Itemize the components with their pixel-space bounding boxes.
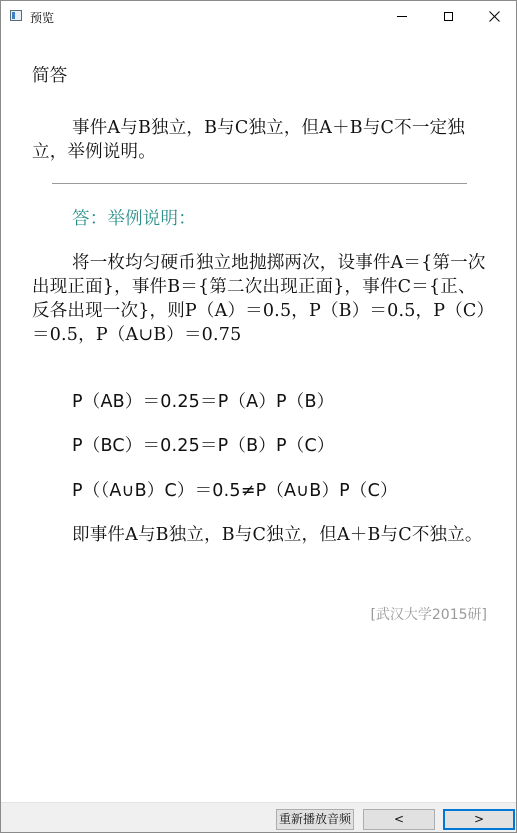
close-button[interactable] [471, 1, 517, 32]
close-icon [489, 11, 500, 22]
app-icon [10, 10, 22, 21]
divider [52, 183, 467, 184]
source-citation: [武汉大学2015研] [370, 607, 487, 623]
answer-paragraph: 将一枚均匀硬币独立地抛掷两次，设事件A＝{第一次出现正面}，事件B＝{第二次出现正面}，事件C＝{正、反各出现一次}，则P（A）＝0.5，P（B）＝0.5，P（C）＝0.5，P（A∪B）＝0.75 [32, 253, 486, 345]
maximize-button[interactable] [425, 1, 471, 32]
equation-ab: P（AB）＝0.25＝P（A）P（B） [72, 392, 335, 412]
question-text: 事件A与B独立，B与C独立，但A＋B与C不一定独立，举例说明。 [32, 118, 465, 162]
conclusion-text: 即事件A与B独立，B与C独立，但A＋B与C不独立。 [72, 525, 483, 545]
minimize-button[interactable] [379, 1, 425, 32]
window-title: 预览 [30, 11, 55, 25]
title-bar[interactable] [1, 1, 516, 32]
answer-label: 答：举例说明： [72, 209, 196, 229]
replay-audio-button[interactable]: 重新播放音频 [276, 809, 354, 830]
previous-button[interactable]: < [363, 809, 435, 830]
next-button[interactable]: > [443, 809, 515, 830]
bottom-toolbar [1, 802, 516, 832]
maximize-icon [444, 12, 453, 21]
minimize-icon [397, 16, 407, 17]
equation-bc: P（BC）＝0.25＝P（B）P（C） [72, 436, 335, 456]
equation-aubc: P（（A∪B）C）＝0.5≠P（A∪B）P（C） [72, 481, 398, 501]
section-heading: 简答 [32, 66, 68, 86]
